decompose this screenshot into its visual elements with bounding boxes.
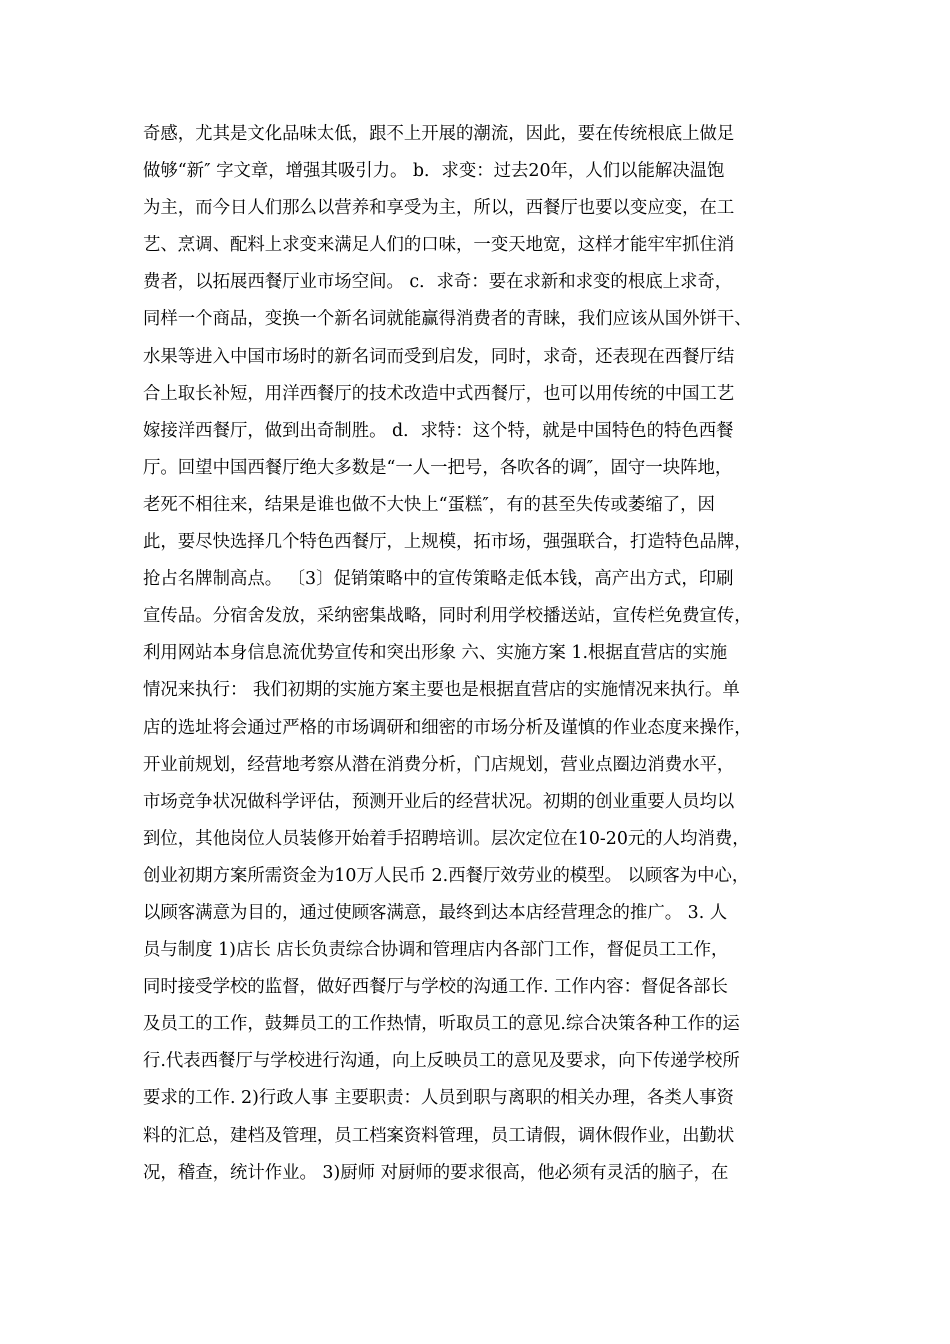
text-line: 厅。回望中国西餐厅绝大多数是“一人一把号，各吹各的调″，固守一块阵地，: [143, 457, 733, 478]
text-line: 同时接受学校的监督，做好西餐厅与学校的沟通工作. 工作内容：督促各部长: [143, 977, 728, 998]
text-line: 开业前规划，经营地考察从潜在消费分析，门店规划，营业点圈边消费水平，: [143, 754, 735, 775]
text-line: 水果等进入中国市场时的新名词而受到启发，同时，求奇，还表现在西餐厅结: [143, 346, 735, 367]
text-line: 费者，以拓展西餐厅业市场空间。 c．求奇：要在求新和求变的根底上求奇，: [143, 272, 733, 293]
text-line: 奇感，尤其是文化品味太低，跟不上开展的潮流，因此，要在传统根底上做足: [143, 124, 735, 144]
text-line: 宣传品。分宿舍发放，采纳密集战略，同时利用学校播送站，宣传栏免费宣传，: [143, 606, 752, 627]
text-line: 情况来执行： 我们初期的实施方案主要也是根据直营店的实施情况来执行。单: [143, 680, 740, 701]
text-line: 市场竞争状况做科学评估，预测开业后的经营状况。初期的创业重要人员均以: [143, 791, 735, 812]
text-line: 同样一个商品，变换一个新名词就能赢得消费者的青睐，我们应该从国外饼干、: [143, 309, 752, 330]
text-line: 以顾客满意为目的，通过使顾客满意，最终到达本店经营理念的推广。 3. 人: [143, 902, 728, 923]
text-line: 艺、烹调、配料上求变来满足人们的口味，一变天地宽，这样才能牢牢抓住消: [143, 235, 735, 256]
text-line: 老死不相往来，结果是谁也做不大快上“蛋糕″，有的甚至失传或萎缩了，因: [143, 494, 715, 515]
text-line: 要求的工作. 2)行政人事 主要职责：人员到职与离职的相关办理，各类人事资: [143, 1088, 734, 1109]
text-line: 嫁接洋西餐厅，做到出奇制胜。 d．求特：这个特，就是中国特色的特色西餐: [143, 420, 734, 441]
body-text: [143, 116, 823, 1192]
text-line: 合上取长补短，用洋西餐厅的技术改造中式西餐厅，也可以用传统的中国工艺: [143, 383, 735, 404]
text-line: 店的选址将会通过严格的市场调研和细密的市场分析及谨慎的作业态度来操作，: [143, 717, 752, 738]
text-line: 利用网站本身信息流优势宣传和突出形象 六、实施方案 1.根据直营店的实施: [143, 643, 728, 664]
text-line: 员与制度 1)店长 店长负责综合协调和管理店内各部门工作，督促员工工作，: [143, 940, 729, 961]
text-line: 此，要尽快选择几个特色西餐厅，上规模，拓市场，强强联合，打造特色品牌，: [143, 532, 752, 553]
text-line: 行.代表西餐厅与学校进行沟通，向上反映员工的意见及要求，向下传递学校所: [143, 1051, 740, 1072]
text-line: 料的汇总，建档及管理，员工档案资料管理，员工请假，调休假作业，出勤状: [143, 1125, 735, 1146]
text-line: 创业初期方案所需资金为10万人民币 2.西餐厅效劳业的模型。 以顾客为中心，: [143, 865, 750, 886]
text-line: 抢占名牌制高点。 〔3〕促销策略中的宣传策略走低本钱，高产出方式，印刷: [143, 569, 734, 590]
text-line: 为主，而今日人们那么以营养和享受为主，所以，西餐厅也要以变应变，在工: [143, 198, 735, 219]
text-line: 及员工的工作，鼓舞员工的工作热情，听取员工的意见.综合决策各种工作的运: [143, 1014, 740, 1035]
text-line: 做够“新″ 字文章，增强其吸引力。 b．求变：过去20年，人们以能解决温饱: [143, 161, 725, 182]
text-line: 到位，其他岗位人员装修开始着手招聘培训。层次定位在10-20元的人均消费，: [143, 828, 750, 849]
text-line: 况，稽查，统计作业。 3)厨师 对厨师的要求很高，他必须有灵活的脑子，在: [143, 1162, 729, 1183]
